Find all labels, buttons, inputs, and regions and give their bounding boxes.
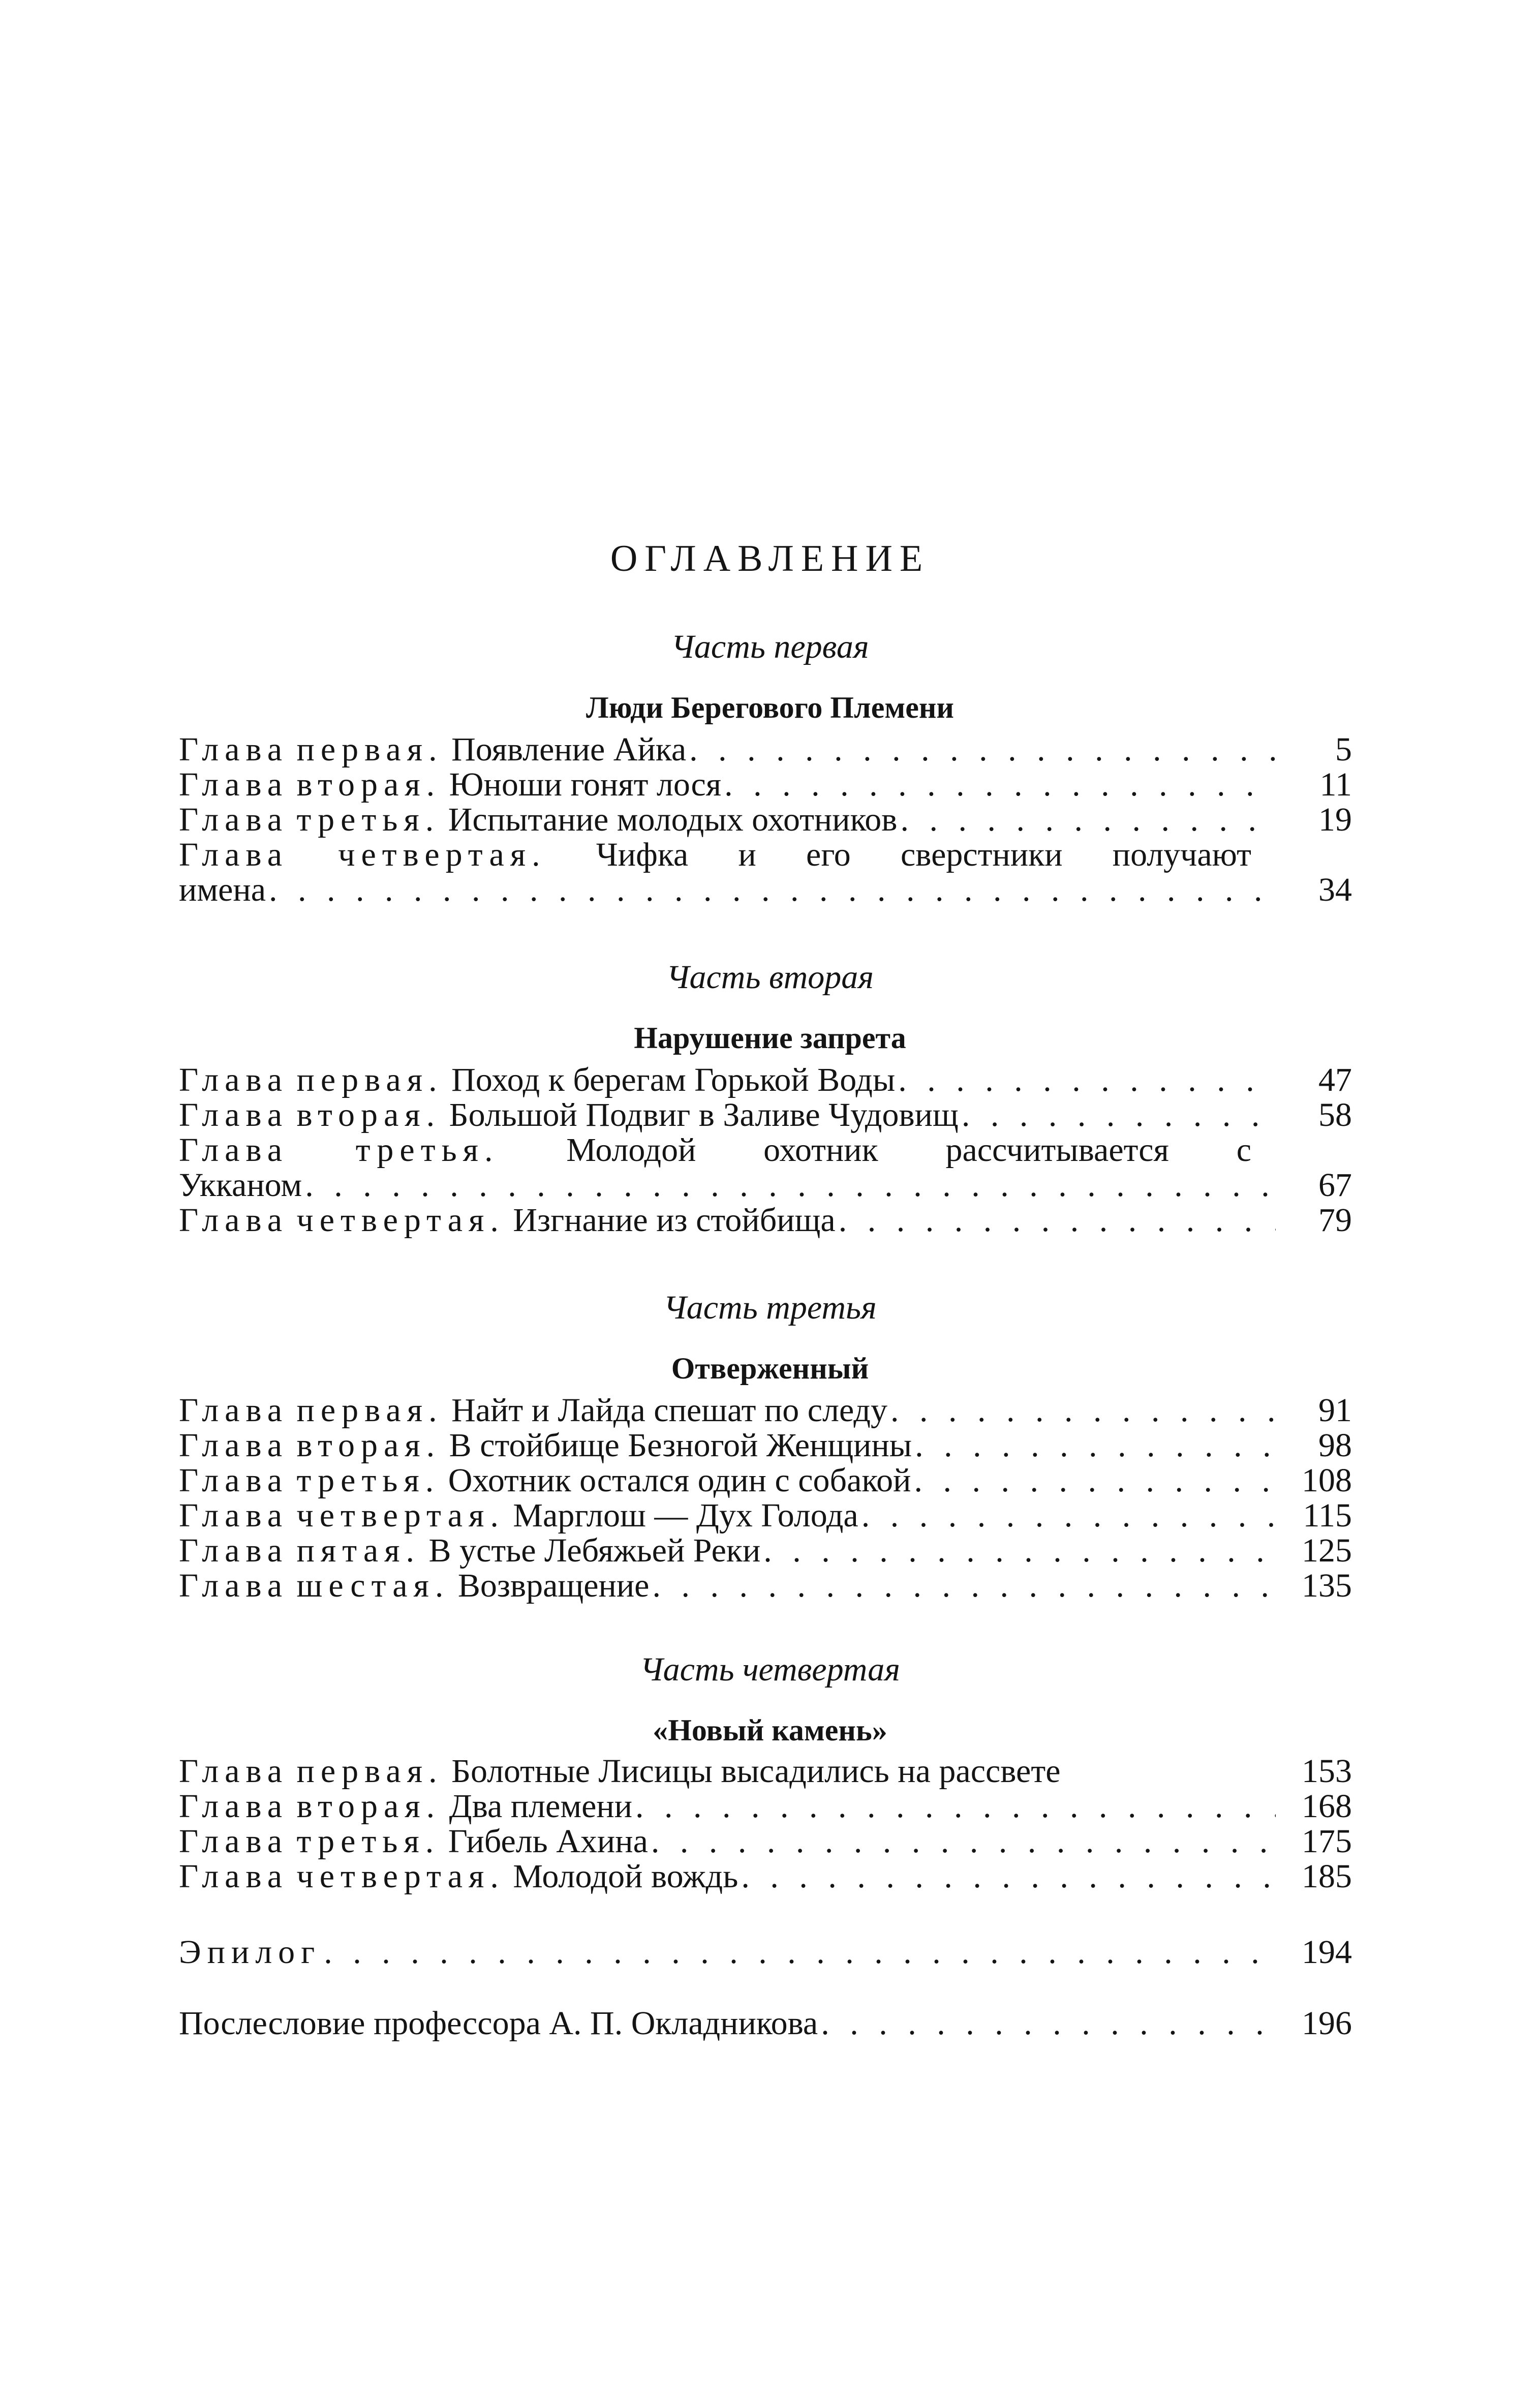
chapter-word: Глава — [179, 1753, 289, 1790]
part-heading — [0, 630, 1540, 723]
dot-leader — [648, 1824, 1276, 1859]
dot-leader — [721, 767, 1276, 802]
chapter-word: Глава — [179, 1532, 289, 1569]
chapter-word: Глава — [179, 1788, 289, 1825]
chapter-name-word: с — [1236, 1131, 1251, 1169]
toc-entry[interactable] — [179, 767, 1352, 802]
dot-leader — [836, 1203, 1276, 1238]
chapter-ordinal: третья. — [355, 1131, 499, 1169]
epilogue-title: Эпилог — [179, 1934, 321, 1971]
dot-leader — [818, 2006, 1276, 2041]
chapter-ordinal: вторая. — [296, 766, 441, 803]
dot-leader — [897, 802, 1276, 837]
chapter-list — [179, 1754, 1352, 1894]
part-title: Люди Берегового Племени — [586, 691, 954, 724]
chapter-ordinal: четвертая. — [296, 1202, 505, 1239]
chapter-ordinal: вторая. — [296, 1096, 441, 1133]
toc-entry-line2[interactable] — [179, 1168, 1352, 1203]
toc-entry-line2[interactable] — [179, 872, 1352, 907]
page-number: 19 — [1318, 801, 1352, 838]
chapter-ordinal: четвертая. — [296, 1858, 505, 1895]
page-number: 185 — [1302, 1858, 1352, 1895]
chapter-name: Два племени — [449, 1788, 633, 1825]
dot-leader — [912, 1428, 1276, 1463]
dot-leader — [686, 732, 1276, 767]
part-heading — [0, 961, 1540, 1053]
chapter-ordinal: четвертая. — [296, 1497, 505, 1534]
part-label: Часть третья — [663, 1289, 877, 1326]
chapter-word: Глава — [179, 1096, 289, 1133]
page-number: 153 — [1302, 1753, 1352, 1790]
chapter-ordinal: первая. — [296, 1061, 443, 1098]
chapter-list — [179, 1062, 1352, 1238]
chapter-word: Глава — [179, 1858, 289, 1895]
page-number: 175 — [1302, 1823, 1352, 1860]
chapter-name-word: сверстники — [901, 836, 1063, 873]
toc-entry-line1[interactable] — [179, 1132, 1251, 1168]
dot-leader — [302, 1168, 1276, 1203]
dot-leader — [959, 1097, 1276, 1132]
page-number: 47 — [1318, 1061, 1352, 1098]
part-title: Нарушение запрета — [634, 1021, 906, 1055]
toc-entry[interactable] — [179, 1498, 1352, 1533]
page-number: 168 — [1302, 1788, 1352, 1825]
chapter-word: Глава — [179, 1497, 289, 1534]
part-label: Часть первая — [671, 628, 869, 665]
toc-entry[interactable] — [179, 732, 1352, 767]
chapter-word: Глава — [179, 1823, 289, 1860]
dot-leader — [649, 1568, 1276, 1603]
page-number: 98 — [1318, 1427, 1352, 1464]
chapter-name: Юноши гонят лося — [449, 766, 722, 803]
chapter-name: Возвращение — [457, 1567, 650, 1604]
chapter-name: Болотные Лисицы высадились на рассвете — [451, 1753, 1061, 1790]
chapter-name: Поход к берегам Горькой Воды — [451, 1061, 896, 1098]
chapter-name-word: получают — [1112, 836, 1251, 873]
page-number: 135 — [1302, 1567, 1352, 1604]
page-number: 58 — [1318, 1096, 1352, 1133]
part-title: «Новый камень» — [653, 1713, 887, 1747]
chapter-name: Охотник остался один с собакой — [448, 1462, 911, 1499]
chapter-name: Найт и Лайда спешат по следу — [451, 1392, 887, 1429]
chapter-word: Глава — [179, 731, 289, 768]
dot-leader — [760, 1533, 1276, 1568]
chapter-word: Глава — [179, 1061, 289, 1098]
chapter-ordinal: первая. — [296, 1753, 443, 1790]
chapter-name: имена — [179, 871, 266, 908]
chapter-ordinal: четвертая. — [338, 836, 546, 873]
chapter-name-word: Молодой — [566, 1131, 696, 1169]
page-number: 125 — [1302, 1532, 1352, 1569]
toc-entry[interactable] — [179, 1393, 1352, 1428]
chapter-ordinal: вторая. — [296, 1427, 441, 1464]
part-heading — [0, 1291, 1540, 1384]
chapter-name: Молодой вождь — [513, 1858, 738, 1895]
dot-leader — [911, 1463, 1276, 1498]
toc-entry[interactable] — [179, 1568, 1352, 1603]
page-number: 115 — [1303, 1497, 1352, 1534]
chapter-name-word: рассчитывается — [945, 1131, 1169, 1169]
part-label: Часть вторая — [666, 959, 874, 996]
chapter-name: Укканом — [179, 1167, 302, 1204]
part-label: Часть четвертая — [640, 1651, 900, 1688]
toc-entry-afterword[interactable] — [179, 2006, 1352, 2041]
toc-entry-epilogue[interactable] — [179, 1935, 1352, 1970]
toc-entry[interactable] — [179, 1463, 1352, 1498]
chapter-ordinal: третья. — [296, 801, 440, 838]
dot-leader — [266, 872, 1276, 907]
chapter-name-word: и — [738, 836, 756, 873]
chapter-word: Глава — [179, 1202, 289, 1239]
chapter-name: В устье Лебяжьей Реки — [428, 1532, 761, 1569]
page-number: 67 — [1318, 1167, 1352, 1204]
chapter-name: Гибель Ахина — [448, 1823, 648, 1860]
toc-entry[interactable] — [179, 1789, 1352, 1824]
chapter-ordinal: шестая. — [296, 1567, 450, 1604]
chapter-word: Глава — [179, 1462, 289, 1499]
chapter-ordinal: первая. — [296, 731, 443, 768]
dot-leader — [887, 1393, 1276, 1428]
chapter-word: Глава — [179, 836, 289, 873]
toc-entry[interactable] — [179, 1824, 1352, 1859]
chapter-word: Глава — [179, 766, 289, 803]
page-title: ОГЛАВЛЕНИЕ — [610, 538, 930, 579]
toc-entry[interactable] — [179, 1533, 1352, 1568]
toc-entry[interactable] — [179, 1428, 1352, 1463]
dot-leader — [895, 1062, 1276, 1097]
afterword-title: Послесловие профессора А. П. Окладникова — [179, 2005, 818, 2042]
chapter-word: Глава — [179, 1131, 289, 1169]
chapter-name: Большой Подвиг в Заливе Чудовищ — [449, 1096, 959, 1133]
toc-entry[interactable] — [179, 1203, 1352, 1238]
page-number: 34 — [1318, 871, 1352, 908]
toc-entry[interactable] — [179, 1097, 1352, 1132]
chapter-name-word: Чифка — [596, 836, 689, 873]
page-number: 196 — [1302, 2005, 1352, 2042]
chapter-list — [179, 1393, 1352, 1603]
page-number: 79 — [1318, 1202, 1352, 1239]
chapter-name: Испытание молодых охотников — [448, 801, 898, 838]
toc-entry[interactable] — [179, 1859, 1352, 1894]
page-number: 108 — [1302, 1462, 1352, 1499]
chapter-name-word: его — [806, 836, 851, 873]
chapter-name: В стойбище Безногой Женщины — [449, 1427, 912, 1464]
chapter-word: Глава — [179, 801, 289, 838]
chapter-word: Глава — [179, 1392, 289, 1429]
chapter-word: Глава — [179, 1567, 289, 1604]
chapter-ordinal: третья. — [296, 1823, 440, 1860]
part-heading — [0, 1653, 1540, 1745]
dot-leader — [738, 1859, 1276, 1894]
part-title: Отверженный — [671, 1352, 869, 1385]
dot-leader — [858, 1498, 1276, 1533]
dot-leader — [321, 1935, 1276, 1970]
chapter-name: Появление Айка — [451, 731, 687, 768]
chapter-ordinal: пятая. — [296, 1532, 420, 1569]
chapter-ordinal: вторая. — [296, 1788, 441, 1825]
chapter-ordinal: первая. — [296, 1392, 443, 1429]
chapter-ordinal: третья. — [296, 1462, 440, 1499]
toc-entry-line1[interactable] — [179, 837, 1251, 872]
page-number: 91 — [1318, 1392, 1352, 1429]
page-number: 194 — [1302, 1934, 1352, 1971]
page-number: 5 — [1335, 731, 1352, 768]
chapter-name-word: охотник — [763, 1131, 878, 1169]
chapter-word: Глава — [179, 1427, 289, 1464]
toc-entry[interactable] — [179, 802, 1352, 837]
chapter-list — [179, 732, 1352, 907]
page-number: 11 — [1319, 766, 1352, 803]
chapter-name: Марглош — Дух Голода — [513, 1497, 858, 1534]
toc-entry[interactable] — [179, 1754, 1352, 1789]
chapter-name: Изгнание из стойбища — [513, 1202, 836, 1239]
toc-entry[interactable] — [179, 1062, 1352, 1097]
dot-leader — [632, 1789, 1276, 1824]
